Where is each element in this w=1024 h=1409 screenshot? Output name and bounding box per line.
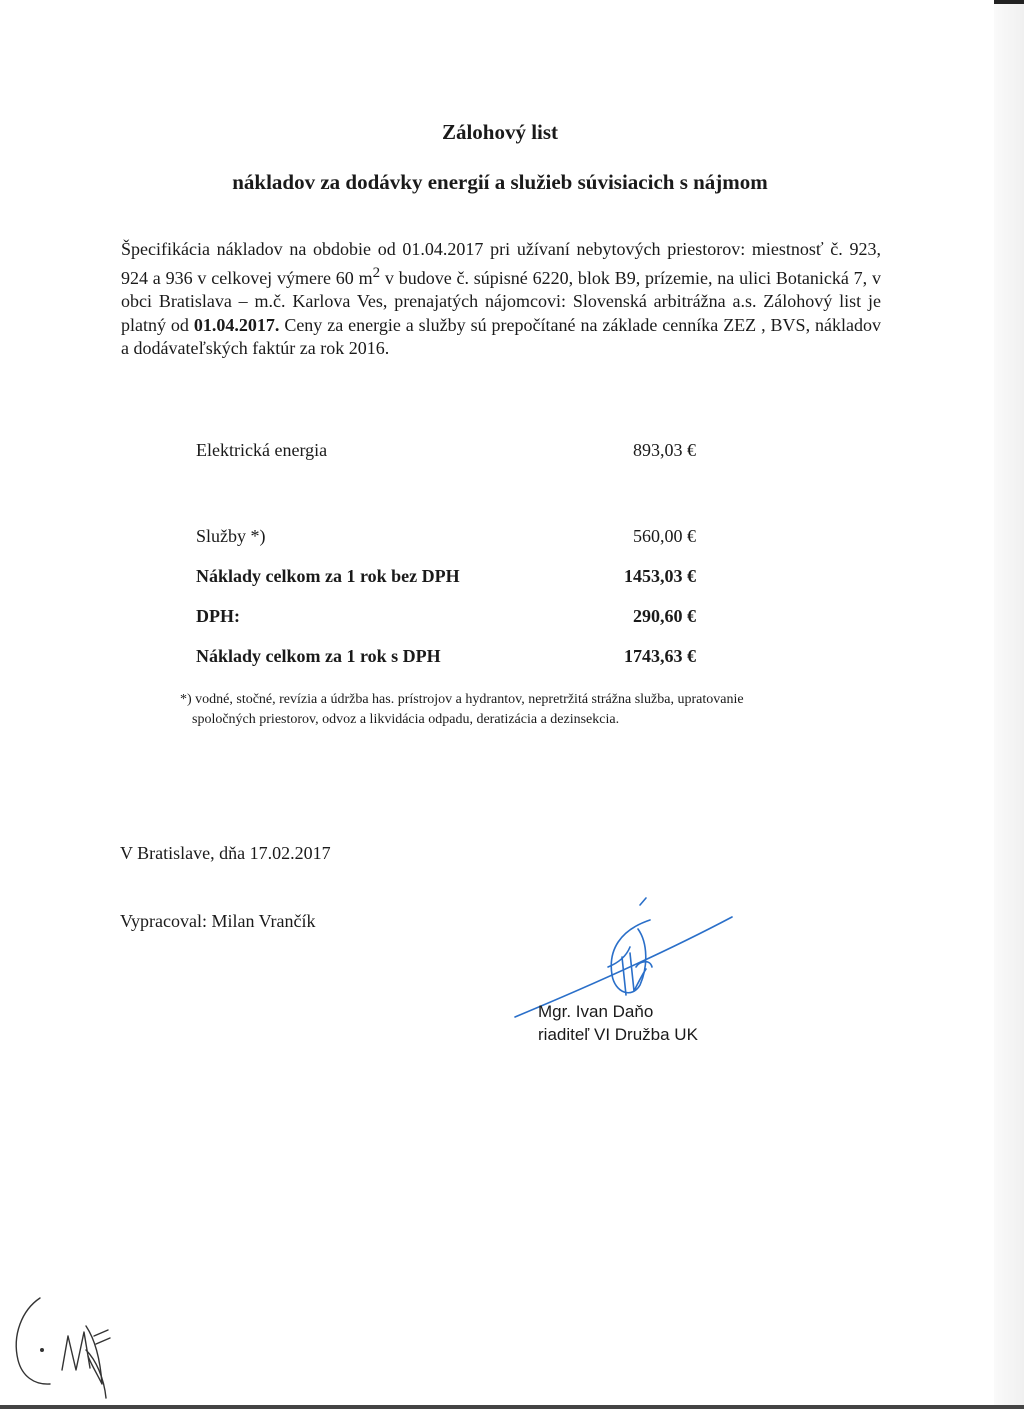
cost-label: DPH: [196, 605, 240, 626]
scan-edge [994, 0, 1024, 1409]
handwritten-initials [0, 1280, 130, 1400]
cost-amount: 290,60 € [633, 605, 696, 626]
specification-part2: v budove č. súpisné 6220, blok B9, prízemie, na ulici Botanická 7, v obci Bratislava – m.č. Karlova Ves, prenajatých nájomcovi: Slovenská arbitrážna a.s. Zálohový list je platný od [121, 267, 881, 335]
specification-part1: Špecifikácia nákladov na obdobie od 01.04.2017 pri užívaní nebytových priestorov: miestnosť č. 923, 924 a 936 v celkovej výmere 60 m [121, 239, 881, 288]
cost-row-total-with-vat [196, 636, 696, 676]
cost-label: Náklady celkom za 1 rok s DPH [196, 645, 441, 666]
signer-name: Mgr. Ivan Daňo [538, 1002, 654, 1021]
cost-label: Služby *) [196, 525, 266, 546]
cost-label: Náklady celkom za 1 rok bez DPH [196, 565, 460, 586]
cost-row-services [196, 516, 696, 556]
cost-table [196, 430, 696, 676]
cost-amount: 560,00 € [633, 525, 696, 546]
valid-from-date: 01.04.2017. [193, 314, 280, 335]
cost-row-spacer [196, 470, 696, 516]
place-and-date: V Bratislave, dňa 17.02.2017 [120, 843, 331, 863]
footnote-line-2: spoločných priestorov, odvoz a likvidácia odpadu, deratizácia a dezinsekcia. [192, 712, 620, 727]
services-footnote [180, 690, 880, 730]
area-unit-superscript: 2 [372, 264, 381, 281]
document-title: Zálohový list [441, 120, 559, 144]
cost-row-total-without-vat [196, 556, 696, 596]
cost-amount: 893,03 € [633, 439, 696, 460]
cost-amount: 1453,03 € [624, 565, 696, 586]
cost-row-electricity [196, 430, 696, 470]
prepared-by: Vypracoval: Milan Vrančík [120, 911, 316, 931]
signer-block [538, 1000, 698, 1046]
cost-amount: 1743,63 € [624, 645, 696, 666]
specification-part3: Ceny za energie a služby sú prepočítané na základe cenníka ZEZ , BVS, nákladov a dodávateľských faktúr za rok 2016. [121, 314, 881, 358]
signer-position: riaditeľ VI Družba UK [538, 1025, 698, 1044]
footnote-line-1: *) vodné, stočné, revízia a údržba has. prístrojov a hydrantov, nepretržitá strážna služba, upratovanie [180, 692, 744, 707]
specification-paragraph [121, 238, 881, 361]
document-subtitle: nákladov za dodávky energií a služieb súvisiacich s nájmom [232, 170, 768, 194]
scan-border-top [994, 0, 1024, 4]
scan-border-bottom [0, 1405, 1024, 1409]
cost-label: Elektrická energia [196, 439, 328, 460]
cost-row-vat [196, 596, 696, 636]
